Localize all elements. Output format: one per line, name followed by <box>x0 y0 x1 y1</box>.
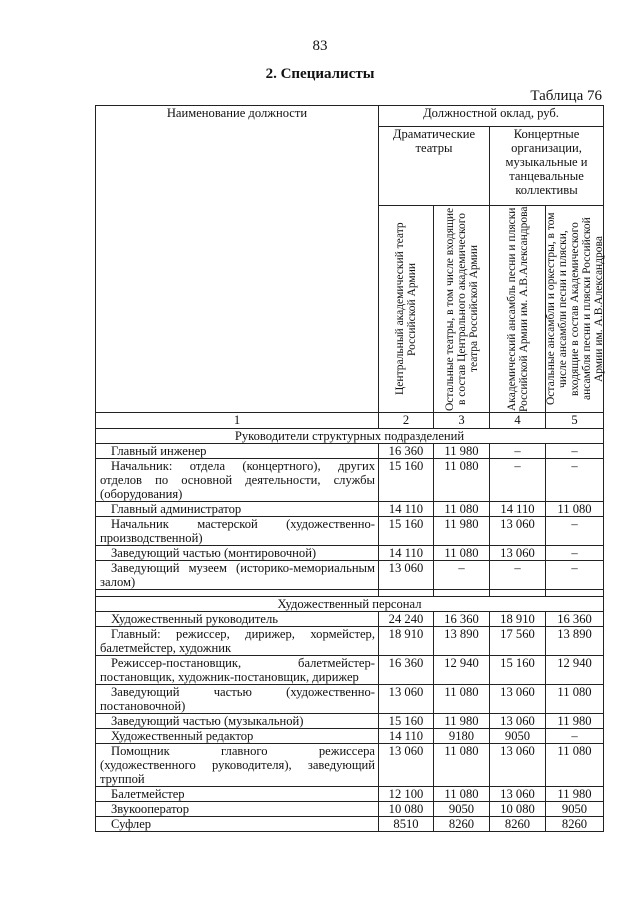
salary-value-col-4: – <box>490 561 546 590</box>
salary-value-col-3: 12 940 <box>434 656 490 685</box>
salary-value-col-3: 16 360 <box>434 612 490 627</box>
salary-value-col-2: 16 360 <box>379 656 434 685</box>
position-name-cell <box>96 444 379 459</box>
salary-value-col-3: 9180 <box>434 729 490 744</box>
header-col-2 <box>379 206 434 413</box>
position-name: Заведующий частью (художественно-постановочной) <box>100 685 375 713</box>
salary-value-col-5: 8260 <box>546 817 604 832</box>
salary-value-col-3: 11 080 <box>434 787 490 802</box>
column-number: 1 <box>96 413 379 429</box>
position-name: Режиссер-постановщик, балетмейстер-постановщик, художник-постановщик, дирижер <box>100 656 375 684</box>
position-name-cell <box>96 744 379 787</box>
salary-value-col-4: 13 060 <box>490 744 546 787</box>
position-name-cell <box>96 517 379 546</box>
table-row <box>96 714 604 729</box>
salary-value-col-5: 11 080 <box>546 685 604 714</box>
salary-value-col-4: 17 560 <box>490 627 546 656</box>
section-header-row <box>96 597 604 612</box>
table-row <box>96 787 604 802</box>
table-row <box>96 685 604 714</box>
header-position-name: Наименование должности <box>96 106 379 413</box>
table-row <box>96 612 604 627</box>
position-name: Начальник: отдела (концертного), других отделов по основной деятельности, службы (оборудования) <box>100 459 375 501</box>
salary-value-col-4: – <box>490 444 546 459</box>
table-row <box>96 817 604 832</box>
position-name-cell <box>96 729 379 744</box>
gap-cell <box>546 590 604 597</box>
salary-value-col-5: 12 940 <box>546 656 604 685</box>
salary-value-col-3: 11 080 <box>434 685 490 714</box>
header-col-3-text: Остальные театры, в том числе входящие в состав Центрального академического театра Российской Армии <box>443 207 480 411</box>
salary-value-col-2: 14 110 <box>379 729 434 744</box>
salary-value-col-5: – <box>546 444 604 459</box>
salary-value-col-5: 11 080 <box>546 744 604 787</box>
position-name: Помощник главного режиссера (художественного руководителя), заведующий труппой <box>100 744 375 786</box>
gap-cell <box>379 590 434 597</box>
position-name-cell <box>96 787 379 802</box>
salary-value-col-3: 11 080 <box>434 546 490 561</box>
salary-value-col-2: 14 110 <box>379 502 434 517</box>
salary-value-col-3: – <box>434 561 490 590</box>
table-row <box>96 729 604 744</box>
salary-value-col-4: 15 160 <box>490 656 546 685</box>
salary-value-col-3: 11 080 <box>434 459 490 502</box>
salary-value-col-2: 13 060 <box>379 685 434 714</box>
salary-value-col-4: 13 060 <box>490 714 546 729</box>
section-header-row <box>96 429 604 444</box>
position-name-cell <box>96 612 379 627</box>
table-row <box>96 517 604 546</box>
gap-cell <box>490 590 546 597</box>
salary-value-col-5: 11 080 <box>546 502 604 517</box>
position-name-cell <box>96 656 379 685</box>
position-name: Заведующий частью (монтировочной) <box>111 546 317 560</box>
salary-value-col-3: 9050 <box>434 802 490 817</box>
header-col-3 <box>434 206 490 413</box>
salary-value-col-2: 14 110 <box>379 546 434 561</box>
position-name-cell <box>96 561 379 590</box>
position-name-cell <box>96 817 379 832</box>
table-row <box>96 444 604 459</box>
salary-value-col-4: 10 080 <box>490 802 546 817</box>
salary-value-col-5: – <box>546 517 604 546</box>
salary-value-col-2: 15 160 <box>379 517 434 546</box>
position-name: Художественный руководитель <box>111 612 278 626</box>
salary-value-col-5: – <box>546 459 604 502</box>
salary-value-col-3: 13 890 <box>434 627 490 656</box>
salary-value-col-2: 16 360 <box>379 444 434 459</box>
position-name: Начальник мастерской (художественно-производственной) <box>100 517 375 545</box>
position-name: Суфлер <box>111 817 152 831</box>
salary-value-col-3: 11 980 <box>434 714 490 729</box>
salary-value-col-2: 18 910 <box>379 627 434 656</box>
section-title-cell: Руководители структурных подразделений <box>96 429 604 444</box>
salary-value-col-5: 11 980 <box>546 714 604 729</box>
salary-value-col-2: 15 160 <box>379 714 434 729</box>
salary-value-col-4: 13 060 <box>490 517 546 546</box>
salary-value-col-3: 8260 <box>434 817 490 832</box>
position-name: Звукооператор <box>111 802 190 816</box>
column-number: 2 <box>379 413 434 429</box>
salary-value-col-2: 15 160 <box>379 459 434 502</box>
salary-value-col-2: 13 060 <box>379 561 434 590</box>
section-title: 2. Специалисты <box>265 66 375 82</box>
salary-value-col-4: 9050 <box>490 729 546 744</box>
position-name: Заведующий музеем (историко-мемориальным залом) <box>100 561 375 589</box>
page-number: 83 <box>312 38 328 54</box>
salary-value-col-4: 14 110 <box>490 502 546 517</box>
table-label: Таблица 76 <box>530 88 602 104</box>
table-row <box>96 744 604 787</box>
header-col-2-text: Центральный академический театр Российской Армии <box>394 222 418 396</box>
column-number: 4 <box>490 413 546 429</box>
salary-value-col-5: 9050 <box>546 802 604 817</box>
position-name-cell <box>96 802 379 817</box>
salary-value-col-2: 13 060 <box>379 744 434 787</box>
position-name-cell <box>96 685 379 714</box>
salary-value-col-5: – <box>546 729 604 744</box>
column-number-row <box>96 413 604 429</box>
position-name: Балетмейстер <box>111 787 185 801</box>
position-name-cell <box>96 627 379 656</box>
salary-value-col-3: 11 080 <box>434 502 490 517</box>
salary-value-col-3: 11 980 <box>434 517 490 546</box>
salary-value-col-5: – <box>546 561 604 590</box>
table-row <box>96 546 604 561</box>
position-name: Заведующий частью (музыкальной) <box>111 714 304 728</box>
gap-cell <box>96 590 379 597</box>
position-name-cell <box>96 714 379 729</box>
header-col-5-text: Остальные ансамбли и оркестры, в том числе ансамбли песни и пляски, входящие в состав Академического ансамбля песни и пляски Российской Армии им. А.В.Александрова <box>544 212 605 406</box>
salary-table <box>95 105 604 832</box>
salary-value-col-3: 11 980 <box>434 444 490 459</box>
salary-value-col-4: 13 060 <box>490 685 546 714</box>
salary-value-col-3: 11 080 <box>434 744 490 787</box>
header-drama-theatres: Драматические театры <box>379 127 490 206</box>
salary-value-col-2: 24 240 <box>379 612 434 627</box>
salary-value-col-4: – <box>490 459 546 502</box>
table-row <box>96 656 604 685</box>
salary-value-col-4: 18 910 <box>490 612 546 627</box>
salary-value-col-5: 16 360 <box>546 612 604 627</box>
salary-value-col-5: 11 980 <box>546 787 604 802</box>
header-col-5 <box>546 206 604 413</box>
section-gap <box>96 590 604 597</box>
position-name: Главный: режиссер, дирижер, хормейстер, балетмейстер, художник <box>100 627 375 655</box>
position-name: Главный инженер <box>111 444 207 458</box>
salary-value-col-5: 13 890 <box>546 627 604 656</box>
table-row <box>96 802 604 817</box>
table-row <box>96 459 604 502</box>
section-title-cell: Художественный персонал <box>96 597 604 612</box>
position-name-cell <box>96 502 379 517</box>
table-row <box>96 561 604 590</box>
gap-cell <box>434 590 490 597</box>
header-col-4-text: Академический ансамбль песни и пляски Российской Армии им. А.В.Александрова <box>505 206 530 412</box>
salary-value-col-2: 10 080 <box>379 802 434 817</box>
header-col-4 <box>490 206 546 413</box>
position-name: Художественный редактор <box>111 729 254 743</box>
position-name-cell <box>96 546 379 561</box>
salary-value-col-4: 13 060 <box>490 787 546 802</box>
table-row <box>96 627 604 656</box>
position-name-cell <box>96 459 379 502</box>
salary-value-col-4: 13 060 <box>490 546 546 561</box>
header-salary: Должностной оклад, руб. <box>379 106 604 127</box>
table-row <box>96 502 604 517</box>
salary-value-col-2: 12 100 <box>379 787 434 802</box>
column-number: 5 <box>546 413 604 429</box>
position-name: Главный администратор <box>111 502 242 516</box>
salary-value-col-4: 8260 <box>490 817 546 832</box>
salary-value-col-2: 8510 <box>379 817 434 832</box>
column-number: 3 <box>434 413 490 429</box>
salary-value-col-5: – <box>546 546 604 561</box>
header-concert-orgs: Концертные организации, музыкальные и танцевальные коллективы <box>490 127 604 206</box>
